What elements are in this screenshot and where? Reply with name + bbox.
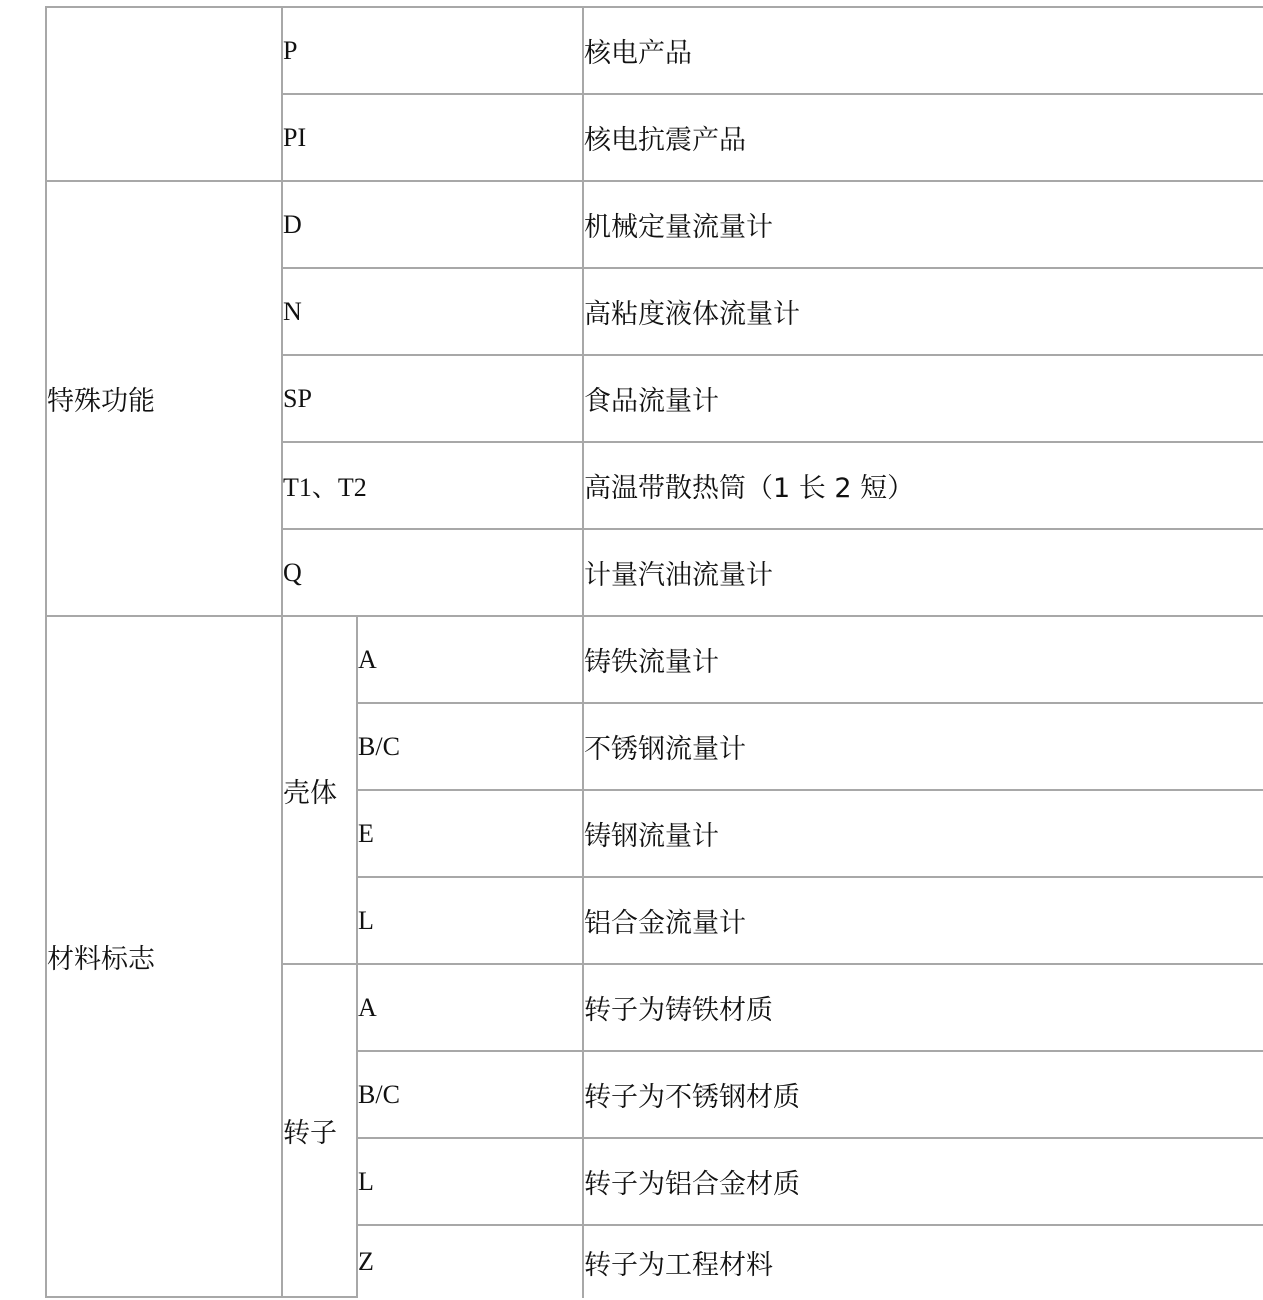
code-cell: L	[358, 878, 584, 965]
table-row	[47, 617, 1263, 704]
description-cell: 铸铁流量计	[584, 617, 1263, 704]
code-cell: T1、T2	[283, 443, 584, 530]
description-cell: 转子为不锈钢材质	[584, 1052, 1263, 1139]
description-cell: 核电产品	[584, 8, 1263, 95]
description-cell: 高粘度液体流量计	[584, 269, 1263, 356]
description-cell: 铝合金流量计	[584, 878, 1263, 965]
code-cell: N	[283, 269, 584, 356]
description-cell: 核电抗震产品	[584, 95, 1263, 182]
code-cell: A	[358, 617, 584, 704]
code-cell: PI	[283, 95, 584, 182]
code-cell: Z	[358, 1226, 584, 1298]
group-label-special-function: 特殊功能	[47, 182, 283, 617]
code-cell: D	[283, 182, 584, 269]
code-cell: A	[358, 965, 584, 1052]
description-cell: 铸钢流量计	[584, 791, 1263, 878]
code-cell: E	[358, 791, 584, 878]
code-cell: Q	[283, 530, 584, 617]
code-cell: B/C	[358, 1052, 584, 1139]
empty-group-cell	[47, 8, 283, 182]
code-cell: L	[358, 1139, 584, 1226]
table-row	[47, 8, 1263, 95]
description-cell: 转子为铝合金材质	[584, 1139, 1263, 1226]
subgroup-label-rotor: 转子	[283, 965, 358, 1298]
spec-table-container	[45, 6, 1263, 1298]
description-cell: 转子为铸铁材质	[584, 965, 1263, 1052]
description-cell: 高温带散热筒（1 长 2 短）	[584, 443, 1263, 530]
group-label-material: 材料标志	[47, 617, 283, 1298]
code-cell: P	[283, 8, 584, 95]
code-cell: B/C	[358, 704, 584, 791]
code-cell: SP	[283, 356, 584, 443]
description-cell: 机械定量流量计	[584, 182, 1263, 269]
subgroup-label-shell: 壳体	[283, 617, 358, 965]
table-row	[47, 182, 1263, 269]
model-code-table	[45, 6, 1263, 1298]
description-cell: 计量汽油流量计	[584, 530, 1263, 617]
description-cell: 食品流量计	[584, 356, 1263, 443]
description-cell: 转子为工程材料	[584, 1226, 1263, 1298]
description-cell: 不锈钢流量计	[584, 704, 1263, 791]
